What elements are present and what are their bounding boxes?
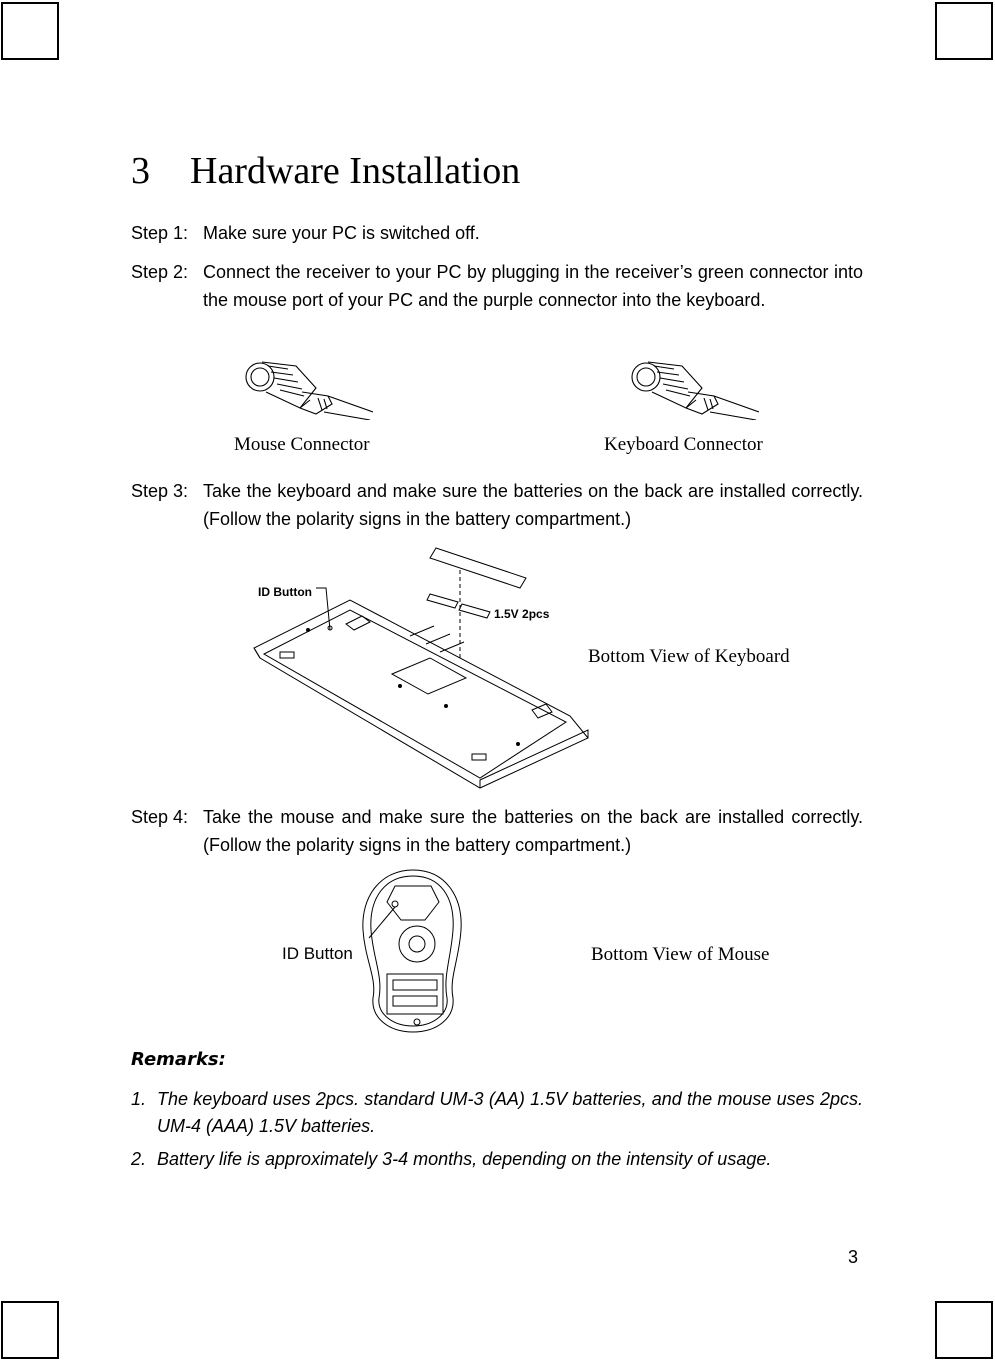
crop-mark-bottom-left xyxy=(1,1301,59,1359)
keyboard-view-caption: Bottom View of Keyboard xyxy=(588,646,790,667)
mouse-bottom-illustration xyxy=(355,868,470,1034)
step-label: Step 4: xyxy=(131,807,189,827)
section-title: Hardware Installation xyxy=(190,150,521,192)
step-text: Take the keyboard and make sure the batteries on the back are installed correctly. (Follow the polarity signs in the battery compartment.) xyxy=(203,481,863,529)
step-text: Make sure your PC is switched off. xyxy=(203,223,480,243)
remark-item xyxy=(131,1086,863,1140)
keyboard-battery-label: 1.5V 2pcs xyxy=(494,607,550,621)
keyboard-bottom-illustration xyxy=(250,540,595,790)
step-text: Connect the receiver to your PC by plugging in the receiver’s green connector into the mouse port of your PC and the purple connector into the keyboard. xyxy=(203,262,863,310)
mouse-id-button-label: ID Button xyxy=(282,944,353,963)
crop-mark-bottom-right xyxy=(935,1301,993,1359)
step-label: Step 1: xyxy=(131,223,189,243)
step-2 xyxy=(131,259,863,314)
section-number: 3 xyxy=(131,150,150,192)
step-label: Step 3: xyxy=(131,481,189,501)
mouse-connector-caption: Mouse Connector xyxy=(234,434,370,455)
remark-number: 1. xyxy=(131,1089,147,1109)
remark-text: The keyboard uses 2pcs. standard UM-3 (AA) 1.5V batteries, and the mouse uses 2pcs. UM-4 (AAA) 1.5V batteries. xyxy=(157,1089,863,1136)
step-4 xyxy=(131,804,863,859)
remark-number: 2. xyxy=(131,1149,147,1169)
keyboard-connector-illustration xyxy=(624,352,759,420)
crop-mark-top-right xyxy=(935,2,993,60)
remarks-heading: Remarks: xyxy=(131,1049,226,1070)
crop-mark-top-left xyxy=(1,2,59,60)
keyboard-id-button-label: ID Button xyxy=(258,585,312,599)
remark-item xyxy=(131,1146,863,1173)
remark-text: Battery life is approximately 3-4 months, depending on the intensity of usage. xyxy=(157,1149,772,1169)
step-1 xyxy=(131,220,863,248)
section-heading xyxy=(131,146,520,196)
step-3 xyxy=(131,478,863,533)
mouse-view-caption: Bottom View of Mouse xyxy=(591,944,770,965)
step-label: Step 2: xyxy=(131,262,189,282)
keyboard-connector-caption: Keyboard Connector xyxy=(604,434,763,455)
page-number: 3 xyxy=(848,1247,859,1267)
step-text: Take the mouse and make sure the batteries on the back are installed correctly. (Follow the polarity signs in the battery compartment.) xyxy=(203,807,863,855)
mouse-connector-illustration xyxy=(238,352,373,420)
remarks-list xyxy=(131,1086,863,1173)
